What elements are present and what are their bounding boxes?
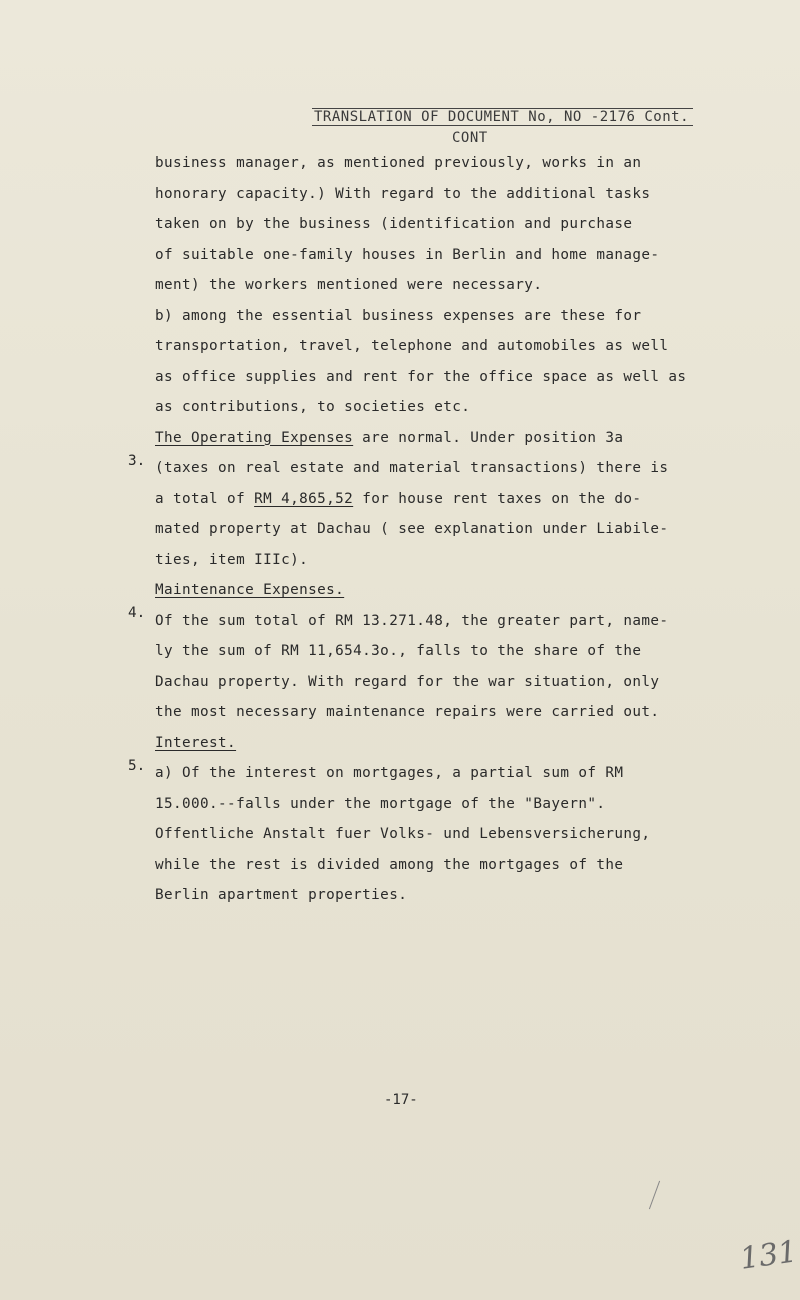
page-number: -17- [384,1092,418,1108]
section-3-title: The Operating Expenses [155,429,354,446]
text-line: business manager, as mentioned previously, works in an [155,155,642,171]
text-line: of suitable one-family houses in Berlin and home manage- [155,246,660,263]
text-line: 15.000.--falls under the mortgage of the "Bayern". [155,795,606,812]
text-line: Dachau property. With regard for the war situation, only [155,673,660,690]
section-4-heading-line [155,575,775,606]
pen-stroke [649,1181,660,1210]
section-5-heading-line [155,728,775,759]
section-3-number: 3. [128,453,146,469]
section-3-heading-rest: are normal. Under position 3a [353,429,624,446]
section-5-number: 5. [128,758,146,774]
text-line: a) Of the interest on mortgages, a partial sum of RM [155,765,624,781]
text-line: as office supplies and rent for the office space as well as [155,368,687,385]
section-4-title: Maintenance Expenses. [155,582,345,598]
text-line: taken on by the business (identification and purchase [155,216,633,232]
text-line: while the rest is divided among the mortgages of the [155,856,624,873]
section-3-amount-line [155,484,775,515]
text-line: (taxes on real estate and material transactions) there is [155,460,669,476]
text-fragment: a total of [155,490,255,507]
text-line: as contributions, to societies etc. [155,399,471,415]
text-fragment: for house rent taxes on the do- [353,490,642,507]
text-line: Offentliche Anstalt fuer Volks- und Lebensversicherung, [155,826,651,842]
text-line: transportation, travel, telephone and automobiles as well [155,338,669,354]
document-header [312,108,782,146]
text-line: ment) the workers mentioned were necessary. [155,277,543,293]
text-line: b) among the essential business expenses are these for [155,307,642,324]
document-body [155,148,775,911]
section-4-number: 4. [128,605,146,621]
text-line: mated property at Dachau ( see explanation under Liabile- [155,521,669,537]
section-3-heading-line [155,423,775,454]
text-line: honorary capacity.) With regard to the additional tasks [155,185,651,202]
section-5-title: Interest. [155,734,237,751]
amount-rm: RM 4,865,52 [254,490,354,507]
header-subtitle: CONT [452,130,488,146]
text-line: ties, item IIIc). [155,551,309,568]
text-line: ly the sum of RM 11,654.3o., falls to the share of the [155,643,642,659]
text-line: Berlin apartment properties. [155,887,408,903]
text-line: Of the sum total of RM 13.271.48, the greater part, name- [155,612,669,629]
handwritten-page-mark: 131 [737,1234,800,1277]
header-title: TRANSLATION OF DOCUMENT No, NO -2176 Cont. [312,108,693,126]
text-line: the most necessary maintenance repairs were carried out. [155,704,660,720]
